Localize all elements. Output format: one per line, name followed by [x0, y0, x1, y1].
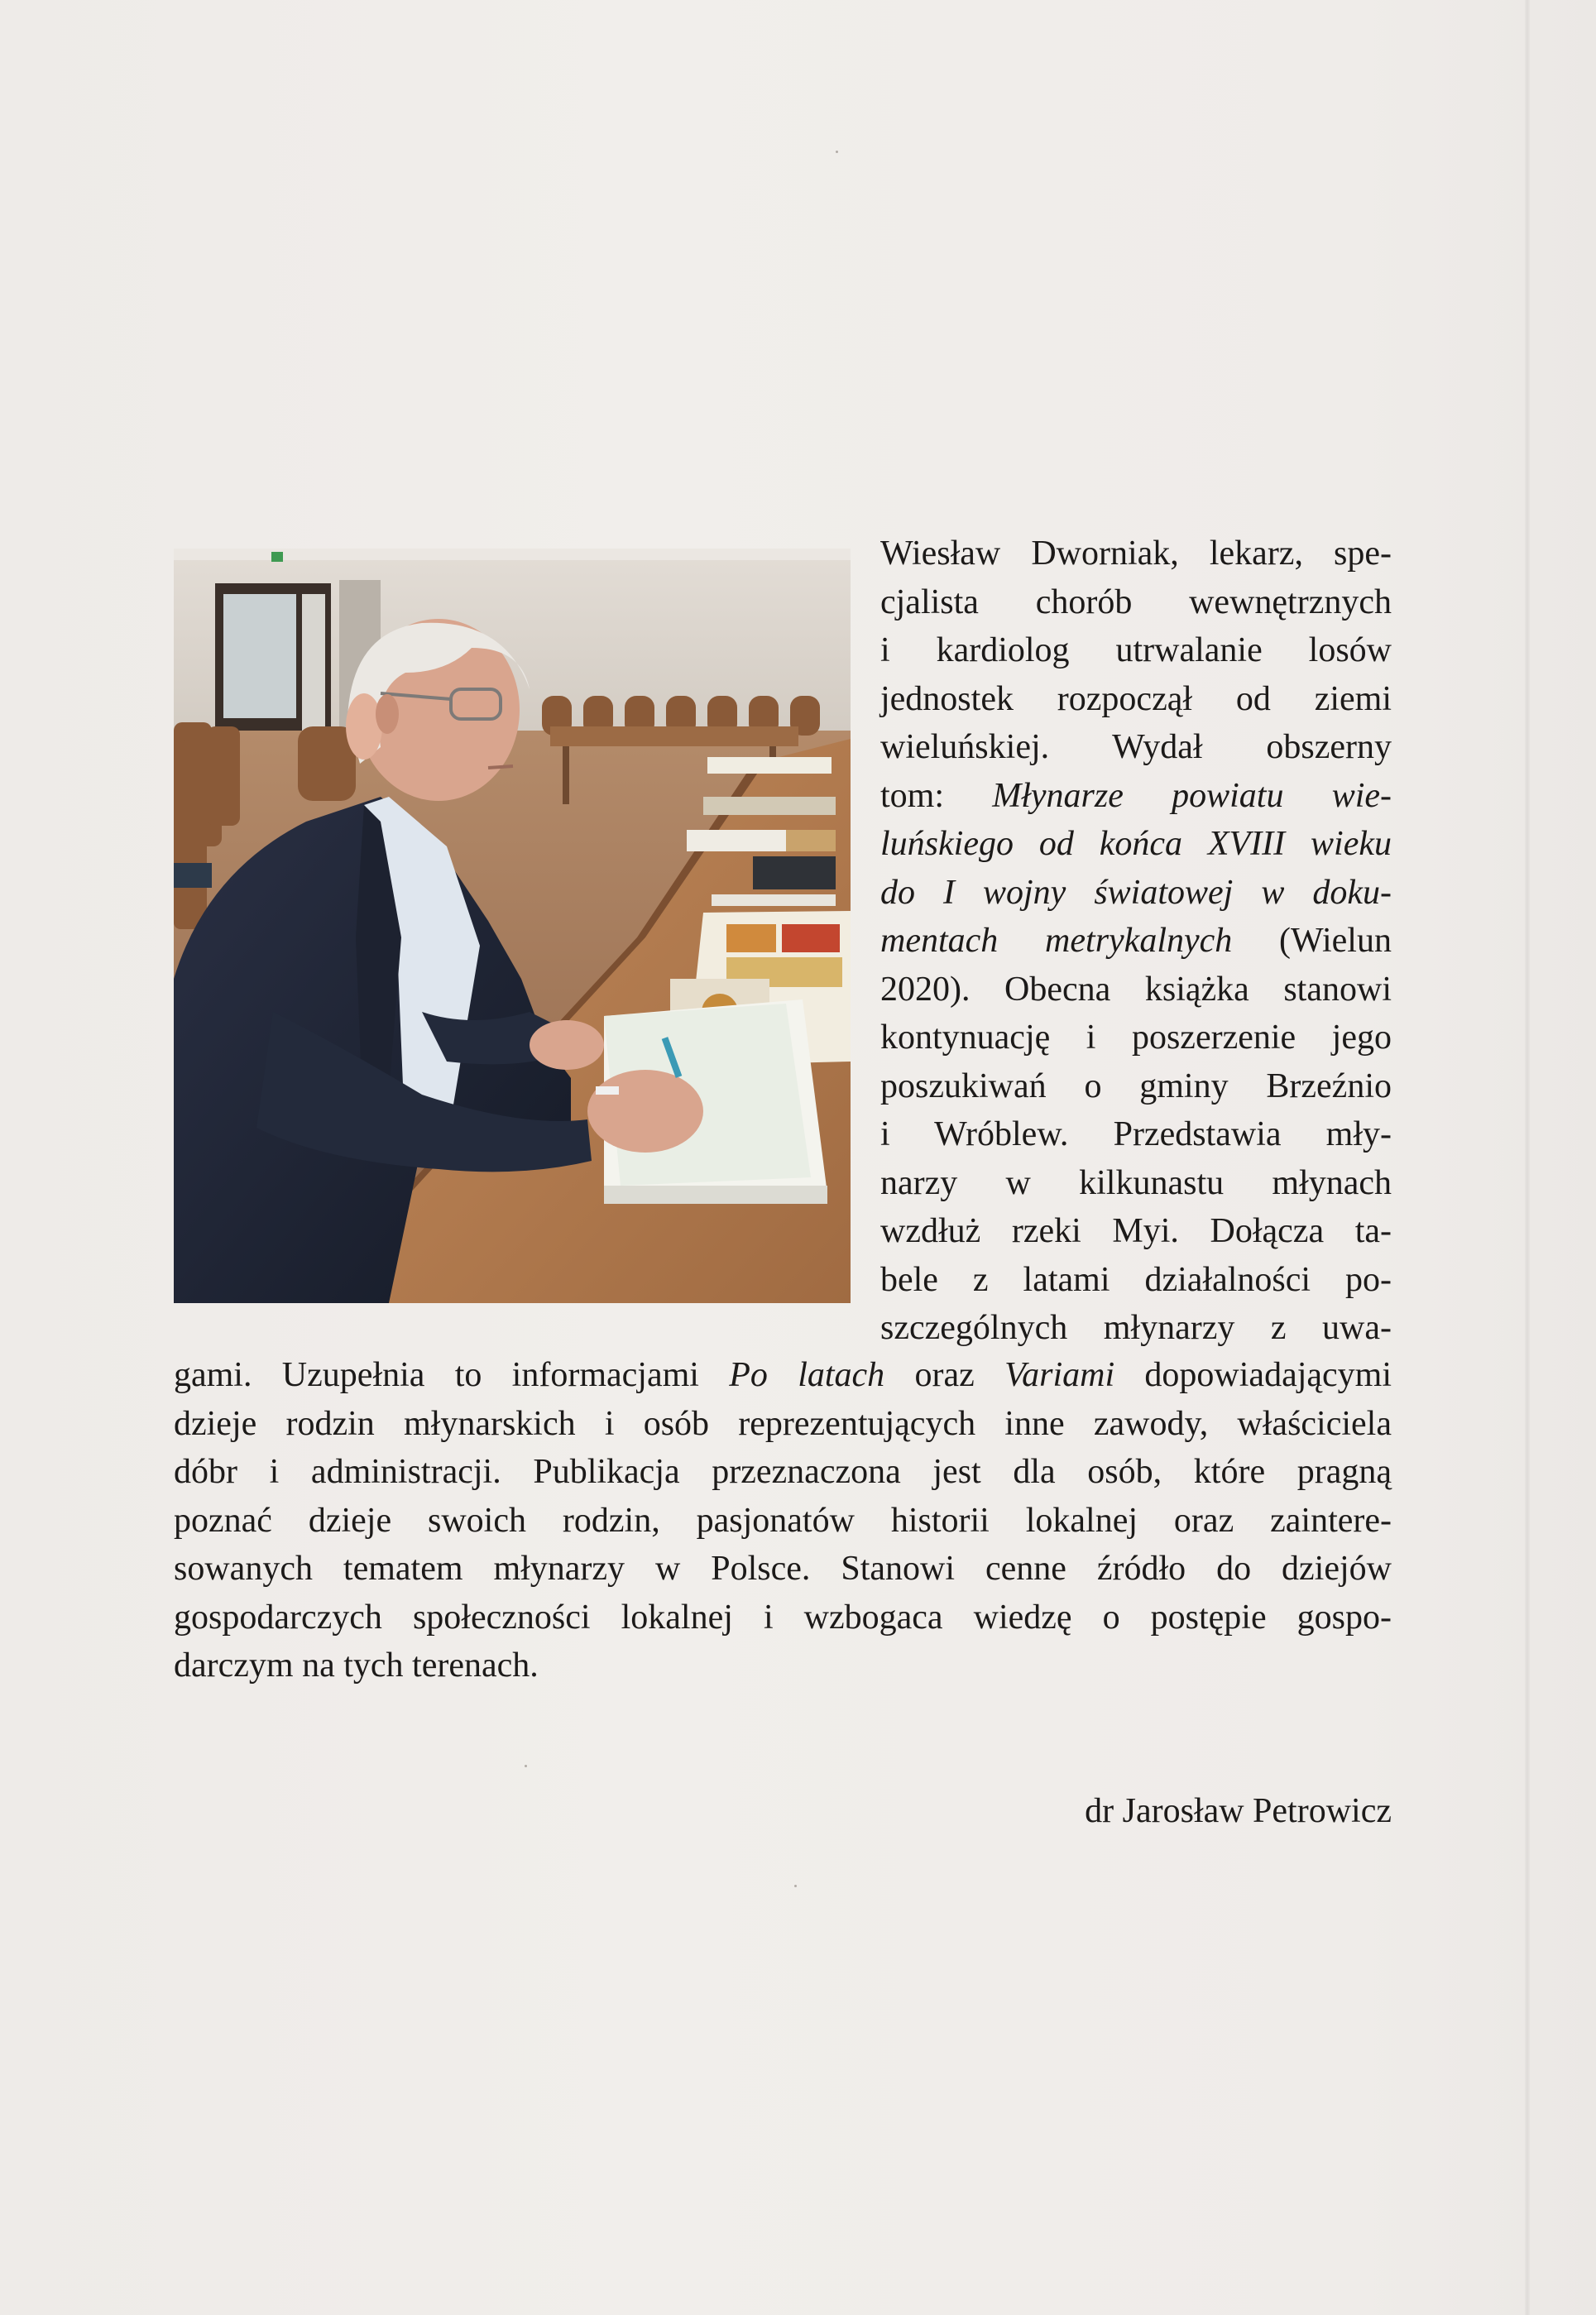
signature: dr Jarosław Petrowicz [1085, 1792, 1392, 1830]
text-segment: oraz [884, 1356, 1005, 1394]
text-line [880, 1207, 1392, 1256]
text-segment: szczególnych młynarzy z uwa- [880, 1309, 1392, 1347]
italic-title-segment: Po latach [729, 1356, 885, 1394]
text-line [880, 966, 1392, 1014]
text-segment: i Wróblew. Przedstawia mły- [880, 1115, 1392, 1153]
text-line [880, 820, 1392, 869]
text-segment: tom: [880, 776, 993, 815]
text-segment: cjalista chorób wewnętrznych [880, 582, 1392, 621]
text-segment: kontynuację i poszerzenie jego [880, 1019, 1392, 1057]
italic-title-segment: Młynarze powiatu wie- [992, 776, 1392, 815]
text-line [880, 723, 1392, 772]
text-line [880, 1159, 1392, 1208]
author-signing-book-photo [174, 549, 851, 1303]
text-segment: dopowiadającymi [1114, 1356, 1392, 1394]
text-segment: 2020). Obecna książka stanowi [880, 970, 1392, 1009]
text-line [880, 1304, 1392, 1353]
text-line [174, 1642, 1392, 1690]
text-segment: (Wielun [1232, 922, 1392, 960]
text-segment: bele z latami działalności po- [880, 1260, 1392, 1299]
text-segment: darczym na tych terenach. [174, 1646, 539, 1685]
text-segment: narzy w kilkunastu młynach [880, 1163, 1392, 1202]
text-segment: gospodarczych społeczności lokalnej i wzbogaca wiedzę o postępie gospo- [174, 1598, 1392, 1637]
text-segment: jednostek rozpoczął od ziemi [880, 679, 1392, 718]
text-line [880, 626, 1392, 675]
text-line [880, 1256, 1392, 1305]
text-line [174, 1351, 1392, 1400]
text-segment: gami. Uzupełnia to informacjami [174, 1356, 730, 1394]
text-line [174, 1448, 1392, 1497]
text-line [174, 1497, 1392, 1546]
text-line [880, 675, 1392, 724]
text-segment: Wiesław Dworniak, lekarz, spe- [880, 534, 1392, 573]
paper-speck [525, 1765, 527, 1767]
italic-title-segment: do I wojny światowej w doku- [880, 873, 1392, 912]
text-line [880, 772, 1392, 821]
text-line [880, 530, 1392, 578]
text-segment: i kardiolog utrwalanie losów [880, 631, 1392, 669]
text-line [174, 1594, 1392, 1642]
italic-title-segment: mentach metrykalnych [880, 922, 1233, 960]
text-line [880, 1110, 1392, 1159]
text-line [174, 1545, 1392, 1594]
text-line [880, 917, 1392, 966]
paper-speck [836, 151, 838, 153]
text-segment: wzdłuż rzeki Myi. Dołącza ta- [880, 1212, 1392, 1250]
italic-title-segment: Variami [1004, 1356, 1115, 1394]
text-segment: sowanych tematem młynarzy w Polsce. Stanowi cenne źródło do dziejów [174, 1550, 1392, 1588]
bio-side-column [880, 530, 1392, 1353]
text-segment: dóbr i administracji. Publikacja przeznaczona jest dla osób, które pragną [174, 1453, 1392, 1491]
bio-full-width-text [174, 1351, 1392, 1690]
text-segment: wieluńskiej. Wydał obszerny [880, 728, 1392, 766]
author-photo [174, 549, 851, 1303]
text-segment: poszukiwań o gminy Brzeźnio [880, 1066, 1392, 1105]
text-line [880, 869, 1392, 918]
paper-speck [794, 1885, 797, 1887]
text-line [174, 1400, 1392, 1449]
text-segment: dzieje rodzin młynarskich i osób reprezentujących inne zawody, właściciela [174, 1404, 1392, 1443]
text-line [880, 1062, 1392, 1111]
text-segment: poznać dzieje swoich rodzin, pasjonatów historii lokalnej oraz zaintere- [174, 1501, 1392, 1540]
text-line [880, 578, 1392, 627]
text-line [880, 1014, 1392, 1062]
italic-title-segment: luńskiego od końca XVIII wieku [880, 825, 1392, 863]
page-edge-shadow [1525, 0, 1530, 2315]
